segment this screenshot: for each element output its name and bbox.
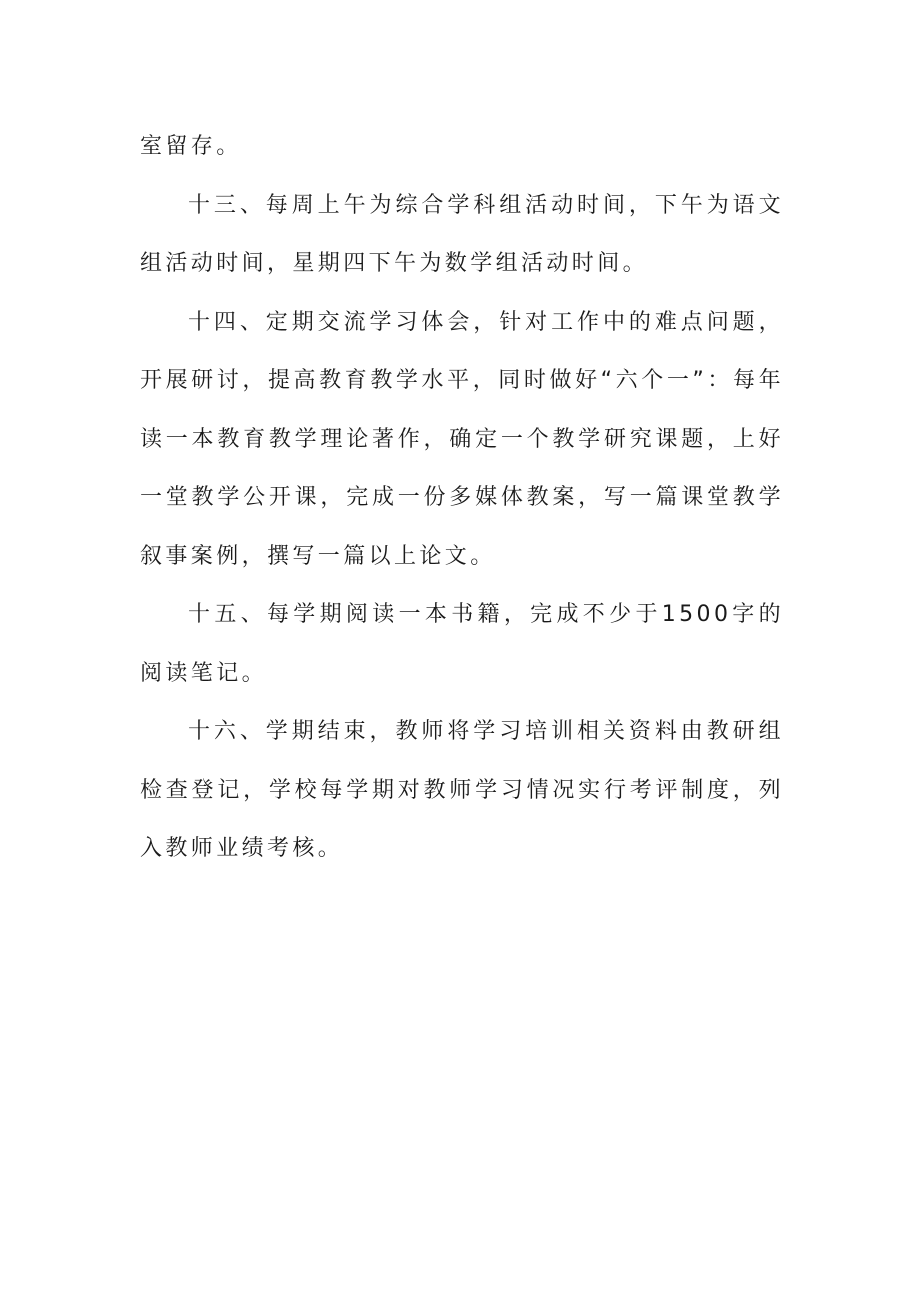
paragraph-item-16: 十六、学期结束，教师将学习培训相关资料由教研组检查登记，学校每学期对教师学习情况实行考评制度，列入教师业绩考核。 [140,719,784,861]
paragraph-item-14: 十四、定期交流学习体会，针对工作中的难点问题，开展研讨，提高教育教学水平，同时做好“六个一”：每年读一本教育教学理论著作，确定一个教学研究课题，上好一堂教学公开课，完成一份多媒体教案，写一篇课堂教学叙事案例，撰写一篇以上论文。 [140,309,784,569]
paragraph-item-15: 十五、每学期阅读一本书籍，完成不少于1500字的阅读笔记。 [140,602,784,686]
document-body [140,118,784,879]
paragraph-item-13: 十三、每周上午为综合学科组活动时间，下午为语文组活动时间，星期四下午为数学组活动时间。 [140,192,784,276]
paragraph-continuation: 室留存。 [140,134,242,159]
